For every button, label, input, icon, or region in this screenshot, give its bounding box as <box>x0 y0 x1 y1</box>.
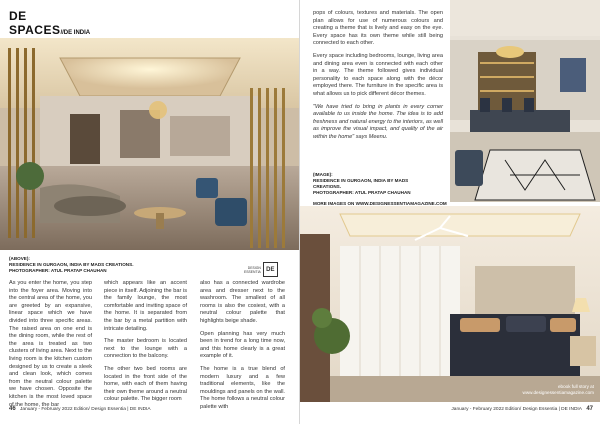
left-caption-line2: PHOTOGRAPHER: ATUL PRATAP CHAUHAN <box>9 268 107 273</box>
col2-paragraph-c: The other two bed rooms are located in the front side of the home, with each of them having their own theme around a neutral colour palette. The bigger room <box>104 365 187 403</box>
right-column-top <box>313 10 443 147</box>
col4-paragraph-b: Every space including bedrooms, lounge, living area and dining area even is connected with each other in a way. The theme followed gives individual personality to each space along with the décor employed there. The furniture in the specific area is what allows us to pick different décor themes. <box>313 52 443 97</box>
footer-right-text: January - February 2022 Edition/ Design Essentia | DE INDIA <box>451 407 582 412</box>
overlay-note-line1: ebook full story at <box>557 384 594 389</box>
footer-left-text: January - February 2022 Edition/ Design Essentia | DE INDIA <box>20 407 151 412</box>
masthead <box>9 10 90 38</box>
col1-paragraph: As you enter the home, you step into the foyer area. Moving into the central area of the home, you are greeted by an expansive, linear space which we have divided into three specific areas. The raised area on one end is the dining room, while the rest of the area is treated as two clusters of living area. Next to the living room is the kitchen custom designed by us to create a sleek and clean look, which comes from the neutral colour palette we have chosen. Opposite the kitchen is the most loved space of the home, the bar <box>9 280 92 408</box>
masthead-title-line2: SPACES <box>9 23 61 37</box>
left-caption-line1: RESIDENCE IN GURGAON, INDIA BY MADS CREATIONS. <box>9 262 134 267</box>
logo-line1: DESIGN <box>247 265 261 270</box>
col4-quote: "We have tried to bring in plants in every corner available to us inside the home. The idea is to add freshness and natural energy to the interiors, as well as improve the visual impact, and quality of the air within the home" says Meenu. <box>313 103 443 140</box>
col3-paragraph-a: also has a connected wardrobe area and dresser next to the washroom. The smallest of all rooms is also the cosiest, with a neutral colour palette that highlights beige shade. <box>200 280 285 324</box>
overlay-note-line2: www.designessentiamagazine.com <box>522 390 594 395</box>
right-photo-caption <box>313 172 448 207</box>
col2-paragraph-b: The master bedroom is located next to the lounge with a connection to the balcony. <box>104 338 187 360</box>
footer-left <box>9 406 151 412</box>
living-room-photo <box>0 38 300 250</box>
col3-paragraph-c: The home is a true blend of modern luxury and a few traditional elements, like the mouldings and panels on the wall. The home follows a neutral colour palette with <box>200 365 285 410</box>
ebook-overlay-note <box>458 384 594 396</box>
design-essentia-logo <box>244 262 278 277</box>
right-caption-line3: PHOTOGRAPHER: ATUL PRATAP CHAUHAN <box>313 190 411 195</box>
col3-paragraph-b: Open planning has very much been in trend for a long time now, and this home clearly is a great example of it. <box>200 330 285 360</box>
masthead-subtitle: //DE INDIA <box>60 30 91 36</box>
logo-monogram: DE <box>263 262 278 277</box>
masthead-title-line1: DE <box>9 9 27 23</box>
right-caption-more: MORE IMAGES ON WWW.DESIGNESSENTIAMAGAZINE.COM <box>313 201 447 206</box>
left-column-1 <box>9 280 92 414</box>
logo-line2: ESSENTIA <box>244 269 261 274</box>
left-column-2 <box>104 280 187 409</box>
left-caption-label: (ABOVE): <box>9 256 30 261</box>
col4-paragraph-a: pops of colours, textures and materials. The open plan allows for use of numerous colours and creating a theme that is lively and easy on the eye. Every space has its own theme while still being connected to each other. <box>313 10 443 47</box>
col2-paragraph-a: which appears like an accent piece in itself. Adjoining the bar is the family lounge, the most comfortable and inviting space of the home. It is separated from the bar by a metal partition with intricate detailing. <box>104 280 187 332</box>
footer-right <box>393 406 593 412</box>
left-column-3 <box>200 280 285 417</box>
bar-lounge-photo <box>450 0 600 202</box>
right-caption-line1: RESIDENCE IN GURGAON, INDIA BY MADS <box>313 178 409 183</box>
page-number-right: 47 <box>586 406 593 412</box>
page-number-left: 46 <box>9 406 16 412</box>
bedroom-photo <box>300 206 600 402</box>
left-photo-caption <box>9 256 209 274</box>
right-caption-line2: CREATIONS. <box>313 184 341 189</box>
right-caption-label: (IMAGE): <box>313 172 333 177</box>
